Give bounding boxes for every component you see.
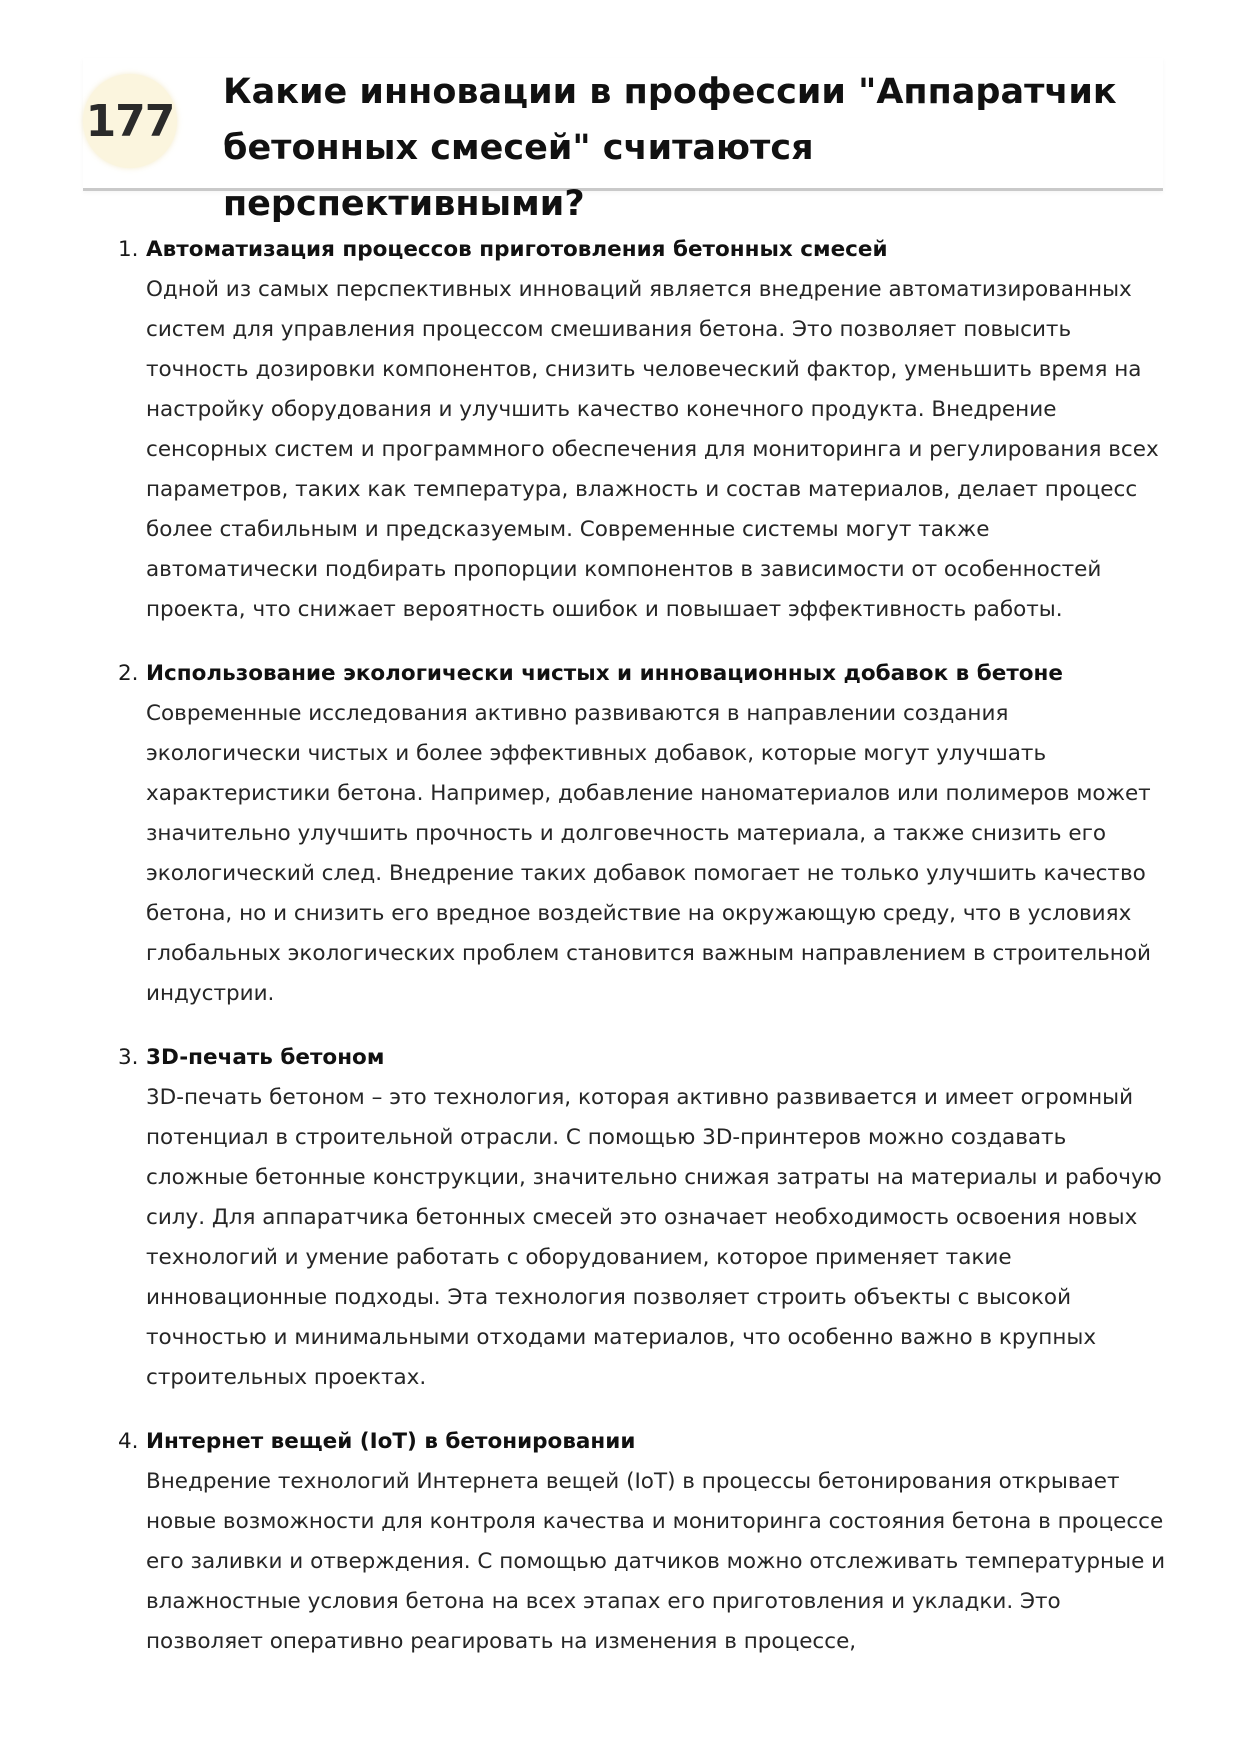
question-number-badge: 177	[83, 74, 177, 168]
item-text: 3D-печать бетоном – это технология, которая активно развивается и имеет огромный потенциал в строительной отрасли. С помощью 3D-принтеров можно создавать сложные бетонные конструкции, значительно снижая затраты на материалы и рабочую силу. Для аппаратчика бетонных смесей это означает необходимость освоения новых технологий и умение работать с оборудованием, которое применяет такие инновационные подходы. Эта технология позволяет строить объекты с высокой точностью и минимальными отходами материалов, что особенно важно в крупных строительных проектах.	[146, 1085, 1162, 1390]
item-title: 3D-печать бетоном	[146, 1045, 385, 1070]
list-item	[118, 1038, 1166, 1398]
item-title: Интернет вещей (IoT) в бетонировании	[146, 1429, 636, 1454]
list-item	[118, 230, 1166, 630]
item-number: 2.	[118, 661, 139, 686]
item-text: Современные исследования активно развиваются в направлении создания экологически чистых и более эффективных добавок, которые могут улучшать характеристики бетона. Например, добавление наноматериалов или полимеров может значительно улучшить прочность и долговечность материала, а также снизить его экологический след. Внедрение таких добавок помогает не только улучшить качество бетона, но и снизить его вредное воздействие на окружающую среду, что в условиях глобальных экологических проблем становится важным направлением в строительной индустрии.	[146, 701, 1151, 1006]
item-text: Внедрение технологий Интернета вещей (IoT) в процессы бетонирования открывает новые возможности для контроля качества и мониторинга состояния бетона в процессе его заливки и отверждения. С помощью датчиков можно отслеживать температурные и влажностные условия бетона на всех этапах его приготовления и укладки. Это позволяет оперативно реагировать на изменения в процессе,	[146, 1469, 1166, 1654]
item-number: 3.	[118, 1045, 139, 1070]
item-number: 4.	[118, 1429, 139, 1454]
item-number: 1.	[118, 237, 139, 262]
item-text: Одной из самых перспективных инноваций является внедрение автоматизированных систем для управления процессом смешивания бетона. Это позволяет повысить точность дозировки компонентов, снизить человеческий фактор, уменьшить время на настройку оборудования и улучшить качество конечного продукта. Внедрение сенсорных систем и программного обеспечения для мониторинга и регулирования всех параметров, таких как температура, влажность и состав материалов, делает процесс более стабильным и предсказуемым. Современные системы могут также автоматически подбирать пропорции компонентов в зависимости от особенностей проекта, что снижает вероятность ошибок и повышает эффективность работы.	[146, 277, 1159, 622]
innovation-list	[118, 230, 1166, 1662]
page-title: Какие инновации в профессии "Аппаратчик бетонных смесей" считаются перспективными?	[223, 72, 1117, 224]
page-header	[83, 58, 1163, 224]
answer-content	[118, 230, 1166, 1686]
list-item	[118, 1422, 1166, 1662]
item-title: Использование экологически чистых и инновационных добавок в бетоне	[146, 661, 1063, 686]
item-title: Автоматизация процессов приготовления бетонных смесей	[146, 237, 888, 262]
list-item	[118, 654, 1166, 1014]
